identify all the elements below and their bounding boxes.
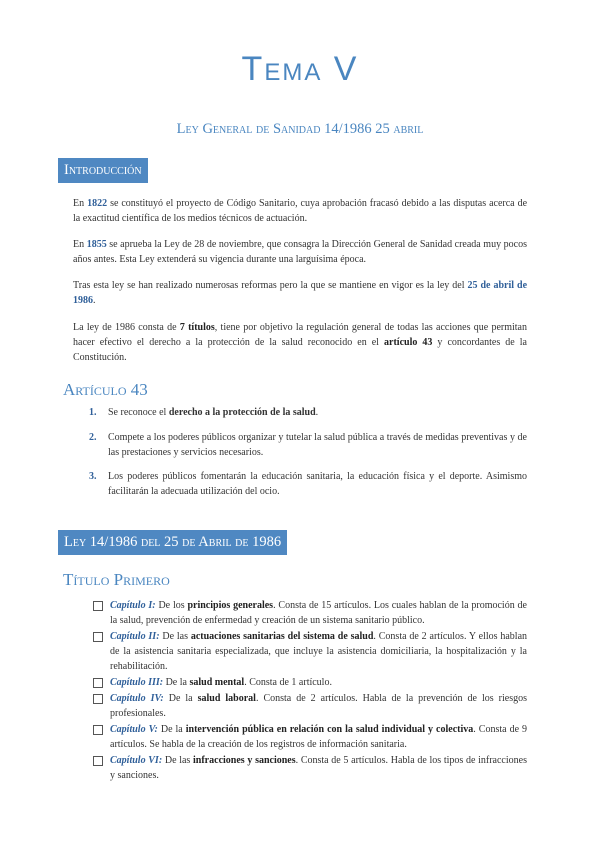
checkbox[interactable] [93,725,103,735]
checkbox[interactable] [93,694,103,704]
paragraph-ley-1986-mid: , tiene por objetivo la regulación general de todas las acciones que permitan hacer efectivo el derecho a la protección de la salud reconocido en el [73,322,527,348]
chapter-item [110,629,527,674]
list-number: 3. [89,471,97,482]
chapter-text: . Consta de 9 artículos. Se habla de la creación de los registros de información sanitaria. [110,724,528,750]
chapter-label: Capítulo IV: [110,693,164,704]
chapter-topic: intervención pública en relación con la salud individual y colectiva [185,724,474,735]
paragraph-1855: En 1855 se aprueba la Ley de 28 de noviembre, que consagra la Dirección General de Sanidad creada muy pocos años antes. Esta Ley extenderá su vigencia durante una larguísima época. [73,239,527,265]
list-item: Compete a los poderes públicos organizar y tutelar la salud pública a través de medidas preventivas y de las prestaciones y servicios necesarios. [108,432,527,458]
list-item-end: . [315,407,319,418]
chapter-pre: De las [159,631,191,642]
section-banner-ley-14-1986: Ley 14/1986 del 25 de Abril de 1986 [58,530,287,555]
chapter-item [110,753,527,783]
paragraph-reformas [73,278,527,308]
chapter-topic: salud mental [189,677,245,688]
list-number: 1. [89,407,97,418]
chapter-label: Capítulo VI: [110,755,163,766]
bold-7-titulos: 7 títulos [179,322,215,333]
paragraph-ley-1986-pre: La ley de 1986 consta de [73,322,180,333]
page-title: Tema V [241,50,359,88]
list-item [108,405,527,420]
paragraph-ley-1986 [73,320,527,365]
chapter-text: . Consta de 2 artículos. Habla de la prevención de los riesgos profesionales. [110,693,527,719]
chapter-item [110,675,527,690]
chapter-pre: De la [157,724,186,735]
paragraph-reformas-text: Tras esta ley se han realizado numerosas reformas pero la que se mantiene en vigor es la ley del [73,280,468,291]
bold-articulo-43: artículo 43 [384,337,433,348]
chapter-topic: actuaciones sanitarias del sistema de salud [190,631,374,642]
heading-titulo-primero: Título Primero [63,570,170,589]
paragraph-ley-1986-end: y concordantes de la Constitución. [73,337,527,363]
chapter-item [110,598,527,628]
chapter-topic: principios generales [187,600,274,611]
chapter-pre: De la [163,693,198,704]
chapter-pre: De la [163,677,190,688]
chapter-text: . Consta de 1 artículo. [244,677,332,688]
chapter-text: . Consta de 5 artículos. Habla de los tipos de infracciones y sanciones. [110,755,527,781]
year-1822: 1822 [87,198,108,209]
paragraph-1822-text: se constituyó el proyecto de Código Sanitario, cuya aprobación fracasó debido a las disputas acerca de la exactitud científica de los medios técnicos de actuación. [73,198,528,224]
chapter-label: Capítulo V: [110,724,158,735]
chapter-label: Capítulo III: [110,677,164,688]
chapter-text: . Consta de 15 artículos. Los cuales hablan de la promoción de la salud, prevención de enfermedad y creación de un sistema sanitario público. [110,600,527,626]
bold-derecho-proteccion: derecho a la protección de la salud [168,407,316,418]
chapter-topic: salud laboral [197,693,256,704]
chapter-topic: infracciones y sanciones [193,755,296,766]
list-number: 2. [89,432,97,443]
chapter-text: . Consta de 2 artículos. Y ellos hablan de la asistencia sanitaria especializada, que incluye la asistencia domiciliaria, la hospitalización y la rehabilitación. [110,631,528,672]
list-item: Los poderes públicos fomentarán la educación sanitaria, la educación física y el deporte. Asimismo facilitarán la adecuada utilización del ocio. [108,471,527,497]
chapter-item [110,691,527,721]
checkbox[interactable] [93,601,103,611]
date-25-abril-1986: 25 de abril de 1986 [73,280,528,306]
year-1855: 1855 [86,239,107,250]
chapter-pre: De los [155,600,188,611]
checkbox[interactable] [93,632,103,642]
paragraph-1855-text: se aprueba la Ley de 28 de noviembre, que consagra la Dirección General de Sanidad creada muy pocos años antes. Esta Ley extenderá su vigencia durante una larguísima época. [73,239,527,265]
chapter-label: Capítulo I: [110,600,156,611]
paragraph-1822: En 1822 se constituyó el proyecto de Código Sanitario, cuya aprobación fracasó debido a las disputas acerca de la exactitud científica de los medios técnicos de actuación. [73,198,528,224]
chapter-label: Capítulo II: [110,631,160,642]
paragraph-reformas-end: . [93,295,96,306]
list-item-pre: Se reconoce el [108,407,169,418]
section-banner-introduccion: Introducción [58,158,148,183]
checkbox[interactable] [93,756,103,766]
page-subtitle: Ley General de Sanidad 14/1986 25 abril [176,121,424,137]
chapter-item [110,722,527,752]
heading-articulo-43: Artículo 43 [63,380,148,399]
checkbox[interactable] [93,678,103,688]
chapter-pre: De las [162,755,194,766]
